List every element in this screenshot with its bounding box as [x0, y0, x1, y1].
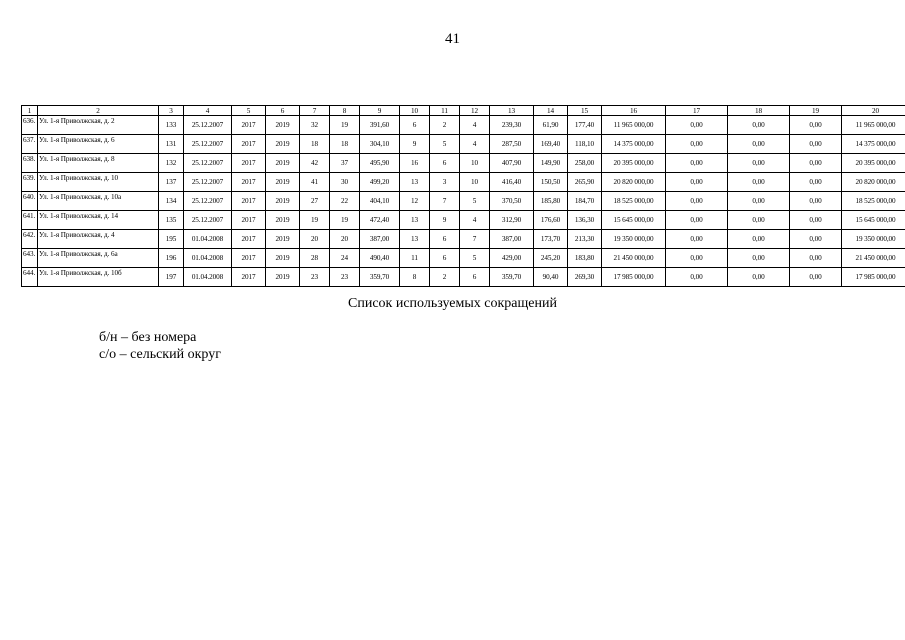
table-cell: 0,00	[666, 135, 728, 154]
table-cell: 2	[430, 268, 460, 287]
table-row	[22, 249, 905, 268]
table-cell: 0,00	[790, 116, 842, 135]
table-cell: 2017	[232, 249, 266, 268]
table-cell: 14 375 000,00	[602, 135, 666, 154]
table-cell: 391,60	[360, 116, 400, 135]
table-cell: 23	[300, 268, 330, 287]
table-cell: 16	[400, 154, 430, 173]
table-cell: 37	[330, 154, 360, 173]
table-cell: 19	[300, 211, 330, 230]
table-cell: 183,80	[568, 249, 602, 268]
table-cell: 17 985 000,00	[602, 268, 666, 287]
table-cell: 28	[300, 249, 330, 268]
column-header: 9	[360, 106, 400, 116]
table-cell: Ул. 1-я Приволжская, д. 10б	[38, 268, 159, 287]
table-row	[22, 211, 905, 230]
table-cell: 407,90	[490, 154, 534, 173]
table-cell: 472,40	[360, 211, 400, 230]
table-cell: 13	[400, 211, 430, 230]
table-cell: 0,00	[728, 154, 790, 173]
table-cell: 499,20	[360, 173, 400, 192]
table-cell: 25.12.2007	[184, 173, 232, 192]
table-cell: 2019	[266, 173, 300, 192]
column-header: 3	[159, 106, 184, 116]
table-cell: 245,20	[534, 249, 568, 268]
table-cell: 15 645 000,00	[602, 211, 666, 230]
table-cell: 01.04.2008	[184, 230, 232, 249]
table-cell: 641.	[22, 211, 38, 230]
table-cell: 6	[430, 154, 460, 173]
table-cell: 0,00	[666, 268, 728, 287]
table-cell: 2019	[266, 268, 300, 287]
table-cell: 11 965 000,00	[842, 116, 905, 135]
table-cell: 495,90	[360, 154, 400, 173]
column-header: 5	[232, 106, 266, 116]
table-cell: 10	[460, 173, 490, 192]
table-cell: 0,00	[728, 268, 790, 287]
table-cell: 184,70	[568, 192, 602, 211]
table-cell: 197	[159, 268, 184, 287]
table-cell: 490,40	[360, 249, 400, 268]
table-row	[22, 173, 905, 192]
table-header-row	[22, 106, 905, 116]
table-cell: 0,00	[728, 173, 790, 192]
table-cell: 133	[159, 116, 184, 135]
table-cell: 19	[330, 211, 360, 230]
table-cell: 2019	[266, 211, 300, 230]
table-cell: 3	[430, 173, 460, 192]
table-row	[22, 268, 905, 287]
table-cell: 287,50	[490, 135, 534, 154]
table-cell: 6	[400, 116, 430, 135]
table-cell: 20 395 000,00	[842, 154, 905, 173]
table-cell: 2017	[232, 192, 266, 211]
table-cell: 9	[430, 211, 460, 230]
table-cell: 22	[330, 192, 360, 211]
column-header: 17	[666, 106, 728, 116]
table-cell: 23	[330, 268, 360, 287]
table-cell: 12	[400, 192, 430, 211]
table-cell: 90,40	[534, 268, 568, 287]
column-header: 6	[266, 106, 300, 116]
column-header: 2	[38, 106, 159, 116]
table-cell: 6	[430, 249, 460, 268]
table-cell: Ул. 1-я Приволжская, д. 10	[38, 173, 159, 192]
table-cell: Ул. 1-я Приволжская, д. 6а	[38, 249, 159, 268]
table-cell: 0,00	[728, 211, 790, 230]
table-cell: 18 525 000,00	[602, 192, 666, 211]
table-cell: 25.12.2007	[184, 135, 232, 154]
table-cell: 4	[460, 211, 490, 230]
table-cell: Ул. 1-я Приволжская, д. 6	[38, 135, 159, 154]
table-cell: 18	[330, 135, 360, 154]
table-cell: 265,90	[568, 173, 602, 192]
abbreviations-title: Список используемых сокращений	[348, 296, 557, 311]
table-row	[22, 230, 905, 249]
table-cell: 20 820 000,00	[602, 173, 666, 192]
table-cell: 9	[400, 135, 430, 154]
table-cell: 637.	[22, 135, 38, 154]
table-cell: 41	[300, 173, 330, 192]
table-cell: 18	[300, 135, 330, 154]
table-cell: 5	[460, 192, 490, 211]
table-cell: 01.04.2008	[184, 268, 232, 287]
column-header: 15	[568, 106, 602, 116]
table-cell: 21 450 000,00	[602, 249, 666, 268]
table-cell: 27	[300, 192, 330, 211]
table-cell: 135	[159, 211, 184, 230]
table-cell: Ул. 1-я Приволжская, д. 4	[38, 230, 159, 249]
table-cell: 150,50	[534, 173, 568, 192]
table-cell: 137	[159, 173, 184, 192]
column-header: 7	[300, 106, 330, 116]
table-cell: 213,30	[568, 230, 602, 249]
table-cell: 11	[400, 249, 430, 268]
table-cell: 429,00	[490, 249, 534, 268]
table-cell: 196	[159, 249, 184, 268]
table-cell: 2019	[266, 154, 300, 173]
table-cell: 2017	[232, 116, 266, 135]
table-cell: 2017	[232, 211, 266, 230]
abbreviation-item: с/о – сельский округ	[99, 347, 221, 362]
table-cell: 19 350 000,00	[842, 230, 905, 249]
table-cell: 638.	[22, 154, 38, 173]
table-cell: 0,00	[728, 249, 790, 268]
table-cell: 0,00	[790, 135, 842, 154]
table-cell: 20 395 000,00	[602, 154, 666, 173]
table-row	[22, 154, 905, 173]
table-cell: 2019	[266, 249, 300, 268]
table-cell: 20	[300, 230, 330, 249]
table-cell: 30	[330, 173, 360, 192]
column-header: 12	[460, 106, 490, 116]
table-cell: 359,70	[360, 268, 400, 287]
table-cell: 134	[159, 192, 184, 211]
table-cell: 643.	[22, 249, 38, 268]
table-cell: 644.	[22, 268, 38, 287]
column-header: 1	[22, 106, 38, 116]
table-cell: 258,00	[568, 154, 602, 173]
table-cell: 20 820 000,00	[842, 173, 905, 192]
table-cell: 24	[330, 249, 360, 268]
table-cell: 6	[460, 268, 490, 287]
column-header: 14	[534, 106, 568, 116]
table-cell: 25.12.2007	[184, 154, 232, 173]
table-cell: 5	[460, 249, 490, 268]
table-cell: 0,00	[666, 116, 728, 135]
table-cell: 185,80	[534, 192, 568, 211]
table-cell: 2017	[232, 173, 266, 192]
table-cell: 269,30	[568, 268, 602, 287]
table-cell: 387,00	[490, 230, 534, 249]
table-cell: 10	[460, 154, 490, 173]
table-cell: 239,30	[490, 116, 534, 135]
table-cell: 0,00	[728, 116, 790, 135]
table-cell: 42	[300, 154, 330, 173]
table-cell: 18 525 000,00	[842, 192, 905, 211]
table-cell: 312,90	[490, 211, 534, 230]
table-cell: 2017	[232, 268, 266, 287]
table-cell: 195	[159, 230, 184, 249]
table-cell: Ул. 1-я Приволжская, д. 8	[38, 154, 159, 173]
table-cell: 2017	[232, 230, 266, 249]
table-cell: 21 450 000,00	[842, 249, 905, 268]
table-row	[22, 135, 905, 154]
table-cell: 136,30	[568, 211, 602, 230]
column-header: 16	[602, 106, 666, 116]
table-cell: 5	[430, 135, 460, 154]
table-cell: 640.	[22, 192, 38, 211]
table-cell: 7	[430, 192, 460, 211]
table-cell: 636.	[22, 116, 38, 135]
table-cell: 0,00	[790, 173, 842, 192]
table-cell: 642.	[22, 230, 38, 249]
table-cell: 404,10	[360, 192, 400, 211]
table-cell: 01.04.2008	[184, 249, 232, 268]
table-cell: 0,00	[728, 230, 790, 249]
table-cell: 118,10	[568, 135, 602, 154]
column-header: 10	[400, 106, 430, 116]
table-cell: 0,00	[790, 268, 842, 287]
column-header: 19	[790, 106, 842, 116]
table-cell: 19 350 000,00	[602, 230, 666, 249]
column-header: 13	[490, 106, 534, 116]
table-cell: 25.12.2007	[184, 116, 232, 135]
abbreviation-item: б/н – без номера	[99, 330, 197, 345]
table-cell: 0,00	[666, 211, 728, 230]
table-cell: 0,00	[790, 154, 842, 173]
table-cell: 13	[400, 173, 430, 192]
table-cell: Ул. 1-я Приволжская, д. 2	[38, 116, 159, 135]
table-cell: 0,00	[728, 135, 790, 154]
table-cell: 0,00	[790, 249, 842, 268]
table-cell: 8	[400, 268, 430, 287]
table-cell: 15 645 000,00	[842, 211, 905, 230]
table-cell: 0,00	[666, 192, 728, 211]
column-header: 18	[728, 106, 790, 116]
table-cell: 132	[159, 154, 184, 173]
table-cell: 32	[300, 116, 330, 135]
table-cell: 416,40	[490, 173, 534, 192]
column-header: 4	[184, 106, 232, 116]
table-cell: 2017	[232, 135, 266, 154]
page-number: 41	[445, 31, 460, 47]
table-cell: 0,00	[728, 192, 790, 211]
table-cell: 176,60	[534, 211, 568, 230]
table-cell: 173,70	[534, 230, 568, 249]
table-row	[22, 116, 905, 135]
table-cell: 177,40	[568, 116, 602, 135]
table-cell: 0,00	[666, 173, 728, 192]
table-cell: 13	[400, 230, 430, 249]
table-cell: 0,00	[666, 249, 728, 268]
table-cell: 6	[430, 230, 460, 249]
column-header: 8	[330, 106, 360, 116]
table-cell: 2019	[266, 116, 300, 135]
table-cell: 14 375 000,00	[842, 135, 905, 154]
table-cell: 370,50	[490, 192, 534, 211]
table-body	[22, 116, 905, 287]
table-cell: 2019	[266, 192, 300, 211]
table-cell: 639.	[22, 173, 38, 192]
table-cell: 4	[460, 135, 490, 154]
table-cell: 2019	[266, 135, 300, 154]
table-cell: 2	[430, 116, 460, 135]
table-cell: 25.12.2007	[184, 192, 232, 211]
table-cell: 169,40	[534, 135, 568, 154]
table-cell: 0,00	[790, 192, 842, 211]
table-cell: Ул. 1-я Приволжская, д. 10а	[38, 192, 159, 211]
table-cell: 17 985 000,00	[842, 268, 905, 287]
table-cell: 0,00	[666, 154, 728, 173]
table-cell: Ул. 1-я Приволжская, д. 14	[38, 211, 159, 230]
table-cell: 0,00	[790, 211, 842, 230]
table-cell: 387,00	[360, 230, 400, 249]
table-cell: 2017	[232, 154, 266, 173]
table-cell: 25.12.2007	[184, 211, 232, 230]
table-cell: 7	[460, 230, 490, 249]
column-header: 11	[430, 106, 460, 116]
table-cell: 4	[460, 116, 490, 135]
table-cell: 131	[159, 135, 184, 154]
table-cell: 19	[330, 116, 360, 135]
table-cell: 0,00	[666, 230, 728, 249]
table-cell: 0,00	[790, 230, 842, 249]
table-cell: 20	[330, 230, 360, 249]
table-cell: 304,10	[360, 135, 400, 154]
data-table	[21, 105, 905, 287]
table-cell: 61,90	[534, 116, 568, 135]
table-cell: 2019	[266, 230, 300, 249]
table-cell: 11 965 000,00	[602, 116, 666, 135]
table-cell: 359,70	[490, 268, 534, 287]
table-row	[22, 192, 905, 211]
table-cell: 149,90	[534, 154, 568, 173]
column-header: 20	[842, 106, 905, 116]
